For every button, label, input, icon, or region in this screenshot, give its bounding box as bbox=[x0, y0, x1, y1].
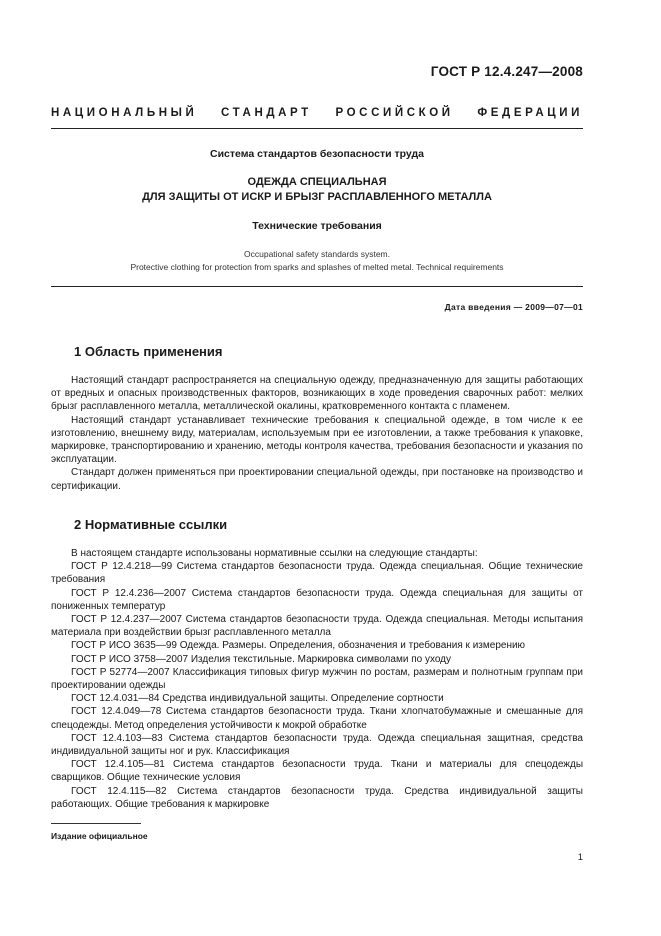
document-number: ГОСТ Р 12.4.247—2008 bbox=[430, 64, 583, 79]
page-number: 1 bbox=[577, 852, 583, 863]
english-title bbox=[51, 248, 583, 274]
header-divider bbox=[51, 128, 583, 129]
english-title-line-1: Occupational safety standards system. bbox=[244, 249, 390, 259]
section-1-heading: 1 Область применения bbox=[74, 344, 223, 359]
reference-item: ГОСТ Р ИСО 3635—99 Одежда. Размеры. Определения, обозначения и требования к измерению bbox=[71, 640, 526, 652]
reference-item: ГОСТ 12.4.115—82 Система стандартов безопасности труда. Средства индивидуальной защиты работающих. Общие требования к маркировке bbox=[51, 785, 583, 810]
paragraph: В настоящем стандарте использованы нормативные ссылки на следующие стандарты: bbox=[71, 548, 478, 559]
reference-item: ГОСТ Р 52774—2007 Классификация типовых фигур мужчин по ростам, размерам и полнотным группам при проектировании одежды bbox=[51, 666, 583, 692]
introduction-date: Дата введения — 2009—07—01 bbox=[444, 302, 583, 312]
english-title-line-2: Protective clothing for protection from sparks and splashes of melted metal. Technical requirements bbox=[130, 262, 504, 272]
section-2-heading: 2 Нормативные ссылки bbox=[74, 517, 228, 532]
official-edition-note: Издание официальное bbox=[51, 831, 148, 841]
document-subtitle: Технические требования bbox=[252, 220, 382, 232]
reference-item: ГОСТ 12.4.031—84 Средства индивидуальной защиты. Определение сортности bbox=[71, 693, 444, 705]
document-main-title bbox=[51, 175, 583, 205]
section-2-body bbox=[51, 547, 583, 811]
footer-divider bbox=[51, 823, 141, 824]
paragraph: Настоящий стандарт устанавливает технические требования к специальной одежде, в том числе к ее изготовлению, внешнему виду, материалам, используемым при ее изготовлении, а также требования к упаковке, маркировке, транспортированию и хранению, методы контроля качества, требования безопасности и указания по эксплуатации. bbox=[51, 414, 583, 466]
main-title-line-1: ОДЕЖДА СПЕЦИАЛЬНАЯ bbox=[247, 176, 387, 188]
section-1-body bbox=[51, 374, 583, 493]
reference-item: ГОСТ Р ИСО 3758—2007 Изделия текстильные. Маркировка символами по уходу bbox=[71, 653, 452, 665]
paragraph: Стандарт должен применяться при проектировании специальной одежды, при постановке на производство и сертификации. bbox=[51, 467, 583, 492]
standards-system-title: Система стандартов безопасности труда bbox=[209, 148, 425, 160]
reference-item: ГОСТ 12.4.105—81 Система стандартов безопасности труда. Ткани и материалы для спецодежды сварщиков. Общие технические условия bbox=[51, 759, 583, 784]
reference-item: ГОСТ 12.4.103—83 Система стандартов безопасности труда. Одежда специальная защитная, средства индивидуальной защиты ног и рук. Классификация bbox=[51, 732, 583, 758]
reference-item: ГОСТ Р 12.4.218—99 Система стандартов безопасности труда. Одежда специальная. Общие технические требования bbox=[51, 561, 583, 586]
national-standard-title: НАЦИОНАЛЬНЫЙ СТАНДАРТ РОССИЙСКОЙ ФЕДЕРАЦИИ bbox=[51, 107, 583, 119]
reference-item: ГОСТ 12.4.049—78 Система стандартов безопасности труда. Ткани хлопчатобумажные и смешанные для спецодежды. Метод определения устойчивости к мокрой обработке bbox=[51, 706, 583, 731]
reference-item: ГОСТ Р 12.4.236—2007 Система стандартов безопасности труда. Одежда специальная для защиты от пониженных температур bbox=[51, 587, 583, 612]
main-title-line-2: ДЛЯ ЗАЩИТЫ ОТ ИСКР И БРЫЗГ РАСПЛАВЛЕННОГО МЕТАЛЛА bbox=[142, 191, 492, 203]
title-divider bbox=[51, 286, 583, 287]
reference-item: ГОСТ Р 12.4.237—2007 Система стандартов безопасности труда. Одежда специальная. Методы испытания материала при воздействии брызг расплавленного металла bbox=[51, 614, 583, 639]
paragraph: Настоящий стандарт распространяется на специальную одежду, предназначенную для защиты работающих от вредных и опасных производственных факторов, возникающих в ходе проведения сварочных работ: мелких брызг расплавленного металла, металлической окалины, кратковременного контакта с пламенем. bbox=[51, 375, 583, 413]
